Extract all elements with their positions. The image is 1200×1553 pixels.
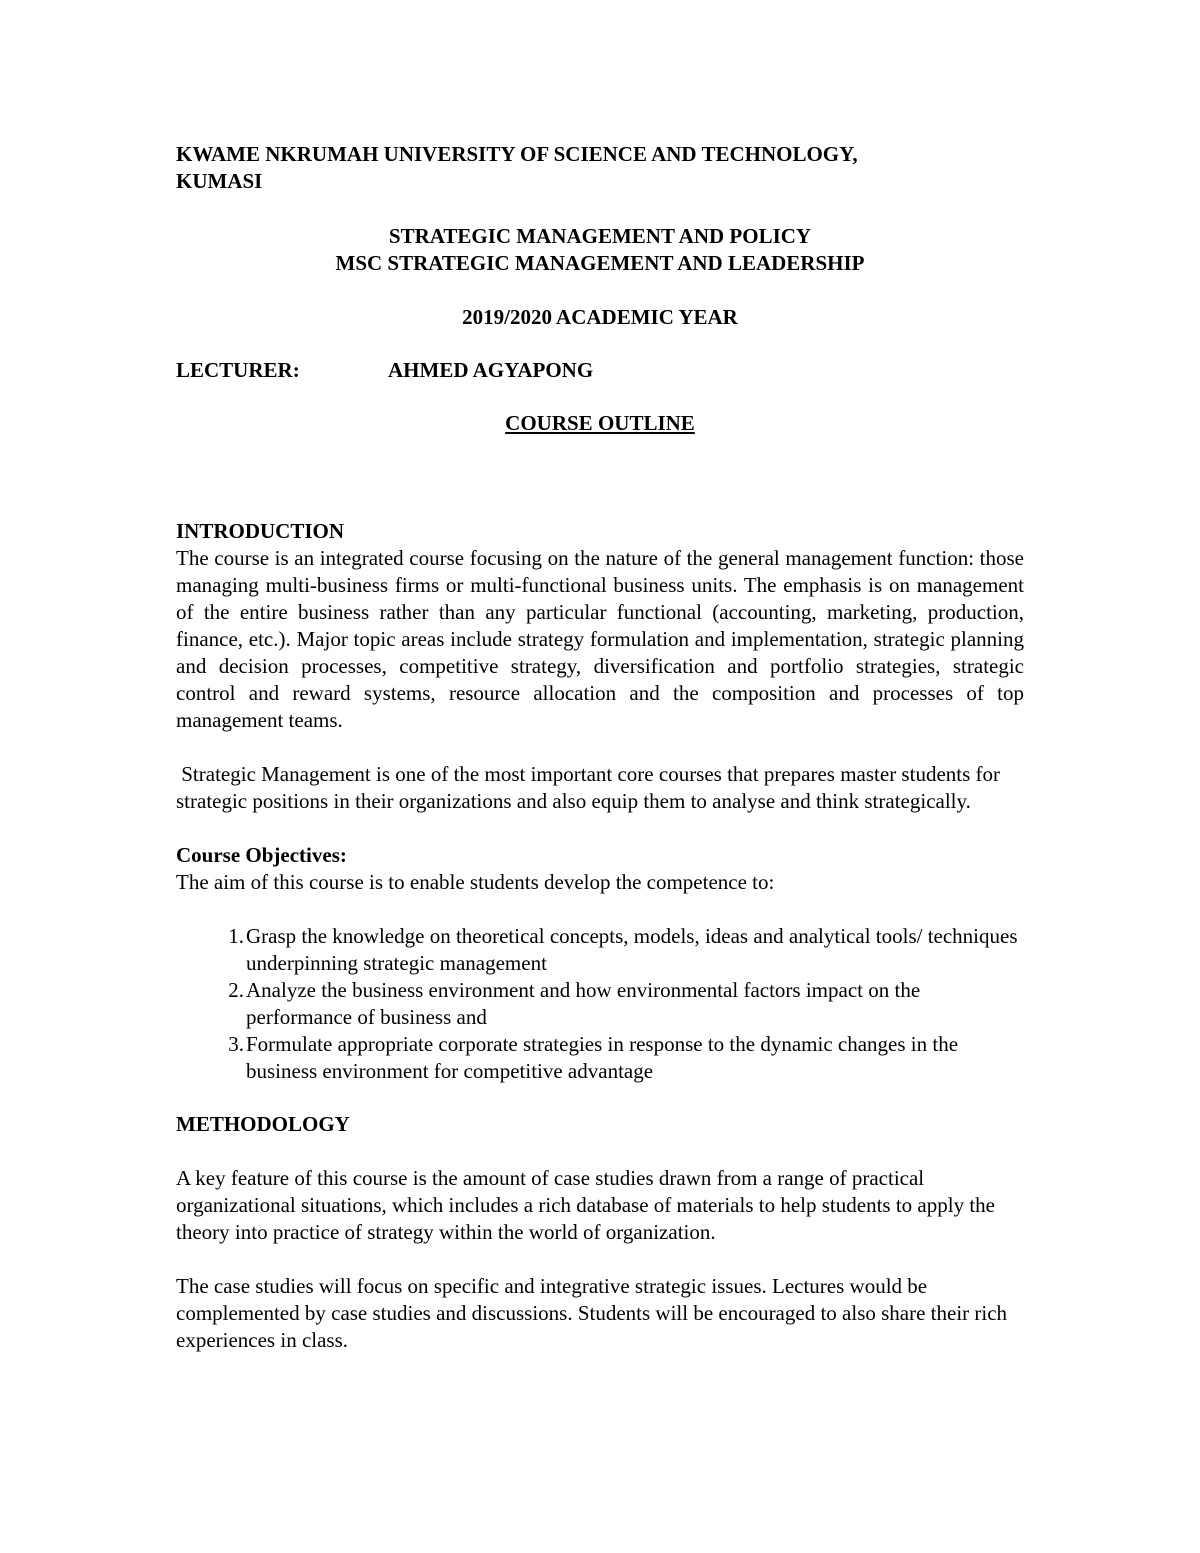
methodology-paragraph-2: The case studies will focus on specific and integrative strategic issues. Lectures would be complemented by case studies and discussions. Students will be encouraged to also share their rich experiences in class. [176,1274,1008,1352]
list-item [176,923,1024,977]
outline-title-wrap [176,410,1024,518]
lecturer-label: LECTURER: [176,358,300,382]
list-item-number: 1. [228,924,244,948]
introduction-paragraph-1: The course is an integrated course focusing on the nature of the general management function: those managing multi-business firms or multi-functional business units. The emphasis is on management of the entire business rather than any particular functional (accounting, marketing, production, finance, etc.). Major topic areas include strategy formulation and implementation, strategic planning and decision processes, competitive strategy, diversification and portfolio strategies, strategic control and reward systems, resource allocation and the composition and processes of top management teams. [176,546,1024,732]
methodology-paragraph-1: A key feature of this course is the amount of case studies drawn from a range of practical organizational situations, which includes a rich database of materials to help students to apply the theory into practice of strategy within the world of organization. [176,1166,995,1244]
list-item [176,977,1024,1031]
methodology-heading: METHODOLOGY [176,1112,350,1136]
introduction-paragraph-2: Strategic Management is one of the most important core courses that prepares master students for strategic positions in their organizations and also equip them to analyse and think strategically. [176,762,1006,813]
university-line-2: KUMASI [176,169,263,193]
university-line-1: KWAME NKRUMAH UNIVERSITY OF SCIENCE AND TECHNOLOGY, [176,142,858,166]
objectives-heading: Course Objectives: [176,843,347,867]
list-item-number: 3. [228,1032,244,1056]
lecturer-name: AHMED AGYAPONG [388,358,594,382]
list-item [176,1031,1024,1085]
university-name [176,141,1024,195]
list-item-text: Formulate appropriate corporate strategies in response to the dynamic changes in the business environment for competitive advantage [246,1032,959,1083]
list-item-text: Analyze the business environment and how environmental factors impact on the performance of business and [246,978,921,1029]
academic-year: 2019/2020 ACADEMIC YEAR [462,305,738,329]
programme-title: MSC STRATEGIC MANAGEMENT AND LEADERSHIP [335,251,865,275]
outline-title: COURSE OUTLINE [505,411,695,435]
course-header [176,223,1024,277]
lecturer-row [176,357,1024,384]
objectives-list [176,923,1024,1085]
course-title: STRATEGIC MANAGEMENT AND POLICY [388,224,812,248]
objectives-intro: The aim of this course is to enable students develop the competence to: [176,870,775,894]
list-item-text: Grasp the knowledge on theoretical concepts, models, ideas and analytical tools/ techniques underpinning strategic management [246,924,1018,975]
introduction-heading: INTRODUCTION [176,519,345,543]
list-item-number: 2. [228,978,244,1002]
document-page [176,141,1024,1354]
